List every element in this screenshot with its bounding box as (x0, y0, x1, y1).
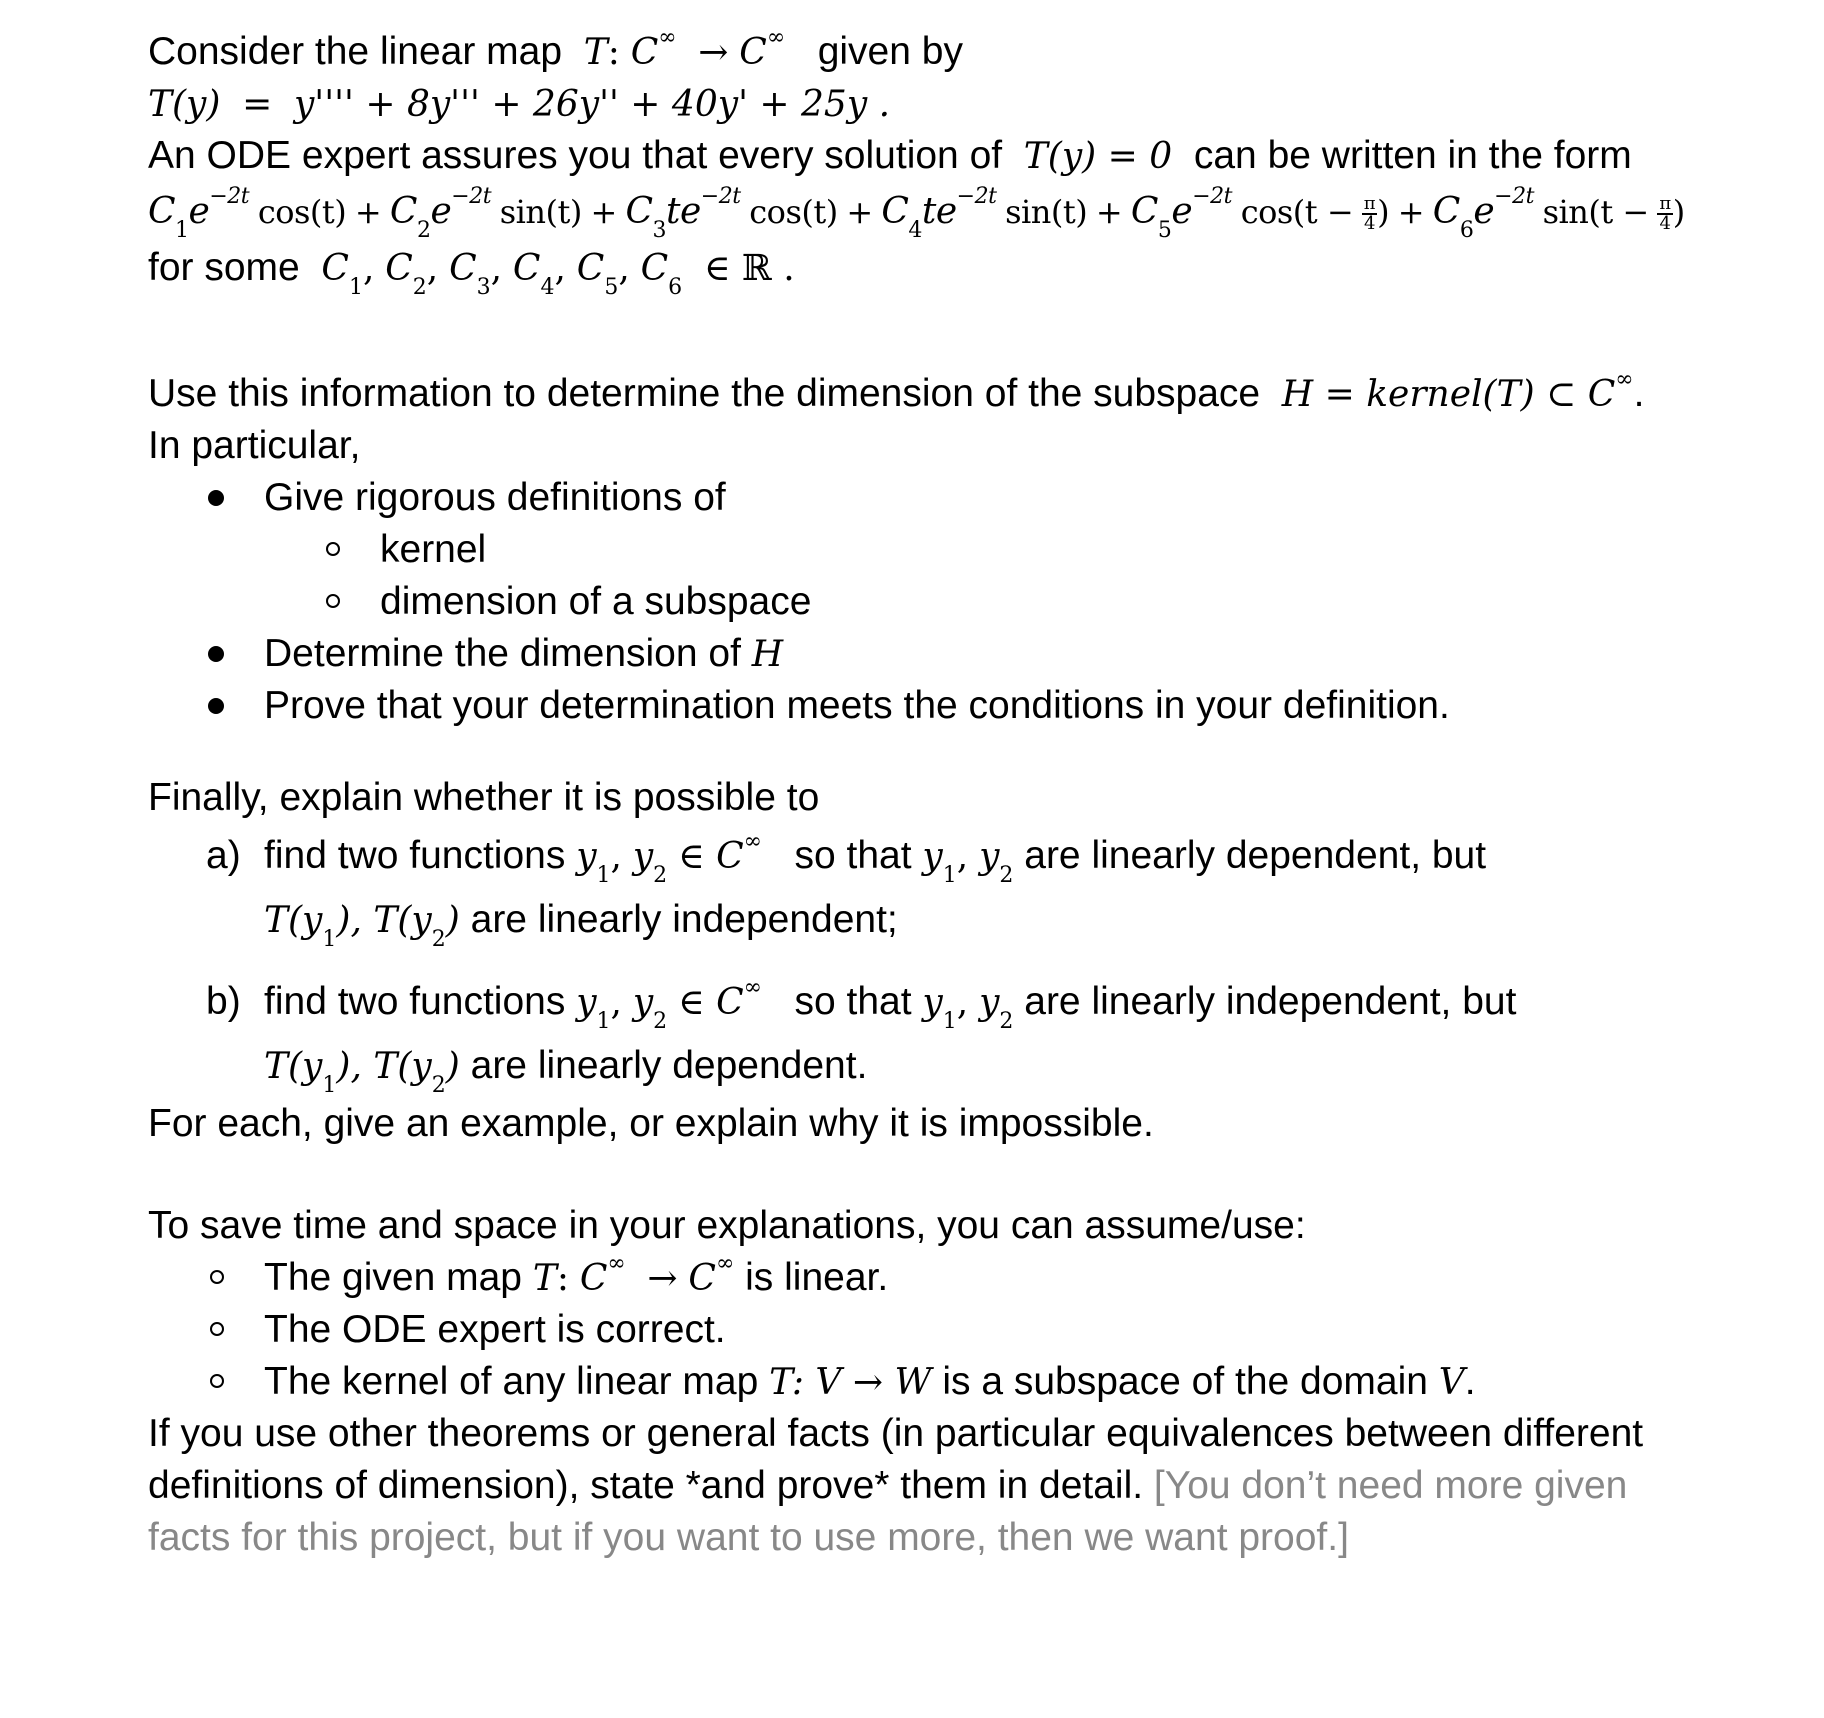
term-base: te (921, 191, 957, 232)
const-index: 4 (540, 275, 555, 300)
assume-intro-text: To save time and space in your explanations, you can assume/use: (148, 1204, 1306, 1247)
ode-line (148, 78, 1808, 130)
equals-sign: = (242, 84, 273, 125)
plus-sign: + (1095, 193, 1123, 231)
part-a-line1 (148, 824, 1808, 888)
inf: ∞ (743, 829, 762, 854)
close-paren: ) (1672, 193, 1685, 231)
const-index: 2 (412, 275, 427, 300)
codomain-inf: ∞ (715, 1251, 735, 1276)
find-two-functions: find two functions (264, 834, 566, 877)
other-theorems-line1 (148, 1408, 1808, 1460)
coef-index: 6 (1459, 218, 1474, 243)
const-index: 5 (604, 275, 619, 300)
period: . (1633, 372, 1645, 415)
other-theorems-text2: definitions of dimension), state *and prove* them in detail. (148, 1464, 1144, 1507)
y-index: 1 (942, 863, 957, 888)
term-func: cos(t) (257, 193, 347, 231)
term-6 (1432, 184, 1685, 243)
const-C: C (576, 248, 605, 289)
coef-C: C (148, 191, 176, 232)
T-y-mid: ), T(y (336, 900, 432, 941)
term-func: sin(t) (1005, 193, 1088, 231)
so-that: so that (794, 834, 912, 877)
const-C: C (449, 248, 477, 289)
term-base: e (430, 191, 452, 232)
document (148, 26, 1808, 1564)
y-index: 1 (322, 927, 337, 952)
comma: , (610, 982, 622, 1023)
in-particular-line (148, 420, 1808, 472)
H-symbol: H (751, 634, 784, 675)
circle-bullet (326, 594, 340, 608)
four-denominator: 4 (1363, 213, 1375, 235)
in-C: ∈ C (678, 982, 744, 1023)
bullet-determine (148, 628, 1808, 680)
bullet-dot (208, 646, 224, 662)
map-colon: : (607, 32, 620, 73)
V-symbol: V (1438, 1362, 1465, 1403)
term-5 (1130, 184, 1433, 243)
T-y-lhs: T(y) (148, 84, 221, 125)
plus-sign: + (354, 193, 382, 231)
domain-C: C (579, 1258, 608, 1299)
const-index: 3 (476, 275, 491, 300)
part-b-dependent: are linearly dependent. (470, 1044, 868, 1087)
sub-bullet-kernel-text: kernel (380, 528, 487, 571)
term-func: sin(t) (499, 193, 582, 231)
term-exponent: −2t (1192, 184, 1233, 209)
map-T: T (532, 1258, 557, 1299)
const-C: C (385, 248, 413, 289)
coef-C: C (1432, 191, 1460, 232)
finally-line (148, 772, 1808, 824)
expert-tail: can be written in the form (1193, 134, 1632, 177)
bullet-prove-text: Prove that your determination meets the conditions in your definition. (264, 684, 1450, 727)
y-var: y (979, 982, 1000, 1023)
plus-sign: + (590, 193, 617, 231)
H-definition: H = kernel(T) ⊂ C (1281, 374, 1616, 415)
codomain-inf: ∞ (766, 25, 786, 50)
pi-numerator: π (1363, 193, 1376, 215)
in-particular: In particular, (148, 424, 361, 467)
ode-rhs: y'''' + 8y''' + 26y'' + 40y' + 25y . (293, 84, 891, 125)
period: . (1464, 1360, 1476, 1403)
assume-item-expert-text: The ODE expert is correct. (264, 1308, 726, 1351)
T-y: T(y (264, 900, 323, 941)
map-T: T (583, 32, 608, 73)
part-a-line2 (148, 888, 1808, 952)
use-info-text: Use this information to determine the dimension of the subspace (148, 372, 1261, 415)
H-inf: ∞ (1615, 367, 1634, 392)
term-3 (625, 184, 881, 243)
term-exponent: −2t (956, 184, 997, 209)
pi-over-4 (1657, 195, 1672, 233)
y-var: y (632, 982, 654, 1023)
four-denominator: 4 (1659, 213, 1671, 235)
domain-inf: ∞ (658, 25, 677, 50)
y-var: y (576, 836, 597, 877)
assume-item-expert (148, 1304, 1808, 1356)
assume-item-kernel (148, 1356, 1808, 1408)
term-1 (148, 184, 390, 243)
bullet-determine-text: Determine the dimension of (264, 632, 741, 675)
bullet-dot (208, 698, 224, 714)
T-y-eq-zero: T(y) = 0 (1023, 136, 1173, 177)
coef-C: C (389, 191, 417, 232)
linear-map-V-W: T: V → W (769, 1362, 932, 1403)
find-two-functions: find two functions (264, 980, 566, 1023)
part-b-line2 (148, 1034, 1808, 1098)
bullet-prove (148, 680, 1808, 732)
y-var: y (632, 836, 654, 877)
const-C: C (321, 248, 349, 289)
y-var: y (922, 982, 943, 1023)
part-b-line1 (148, 970, 1808, 1034)
y-var: y (922, 836, 943, 877)
close-paren: ) (1377, 193, 1390, 231)
T-y-end: ) (445, 900, 460, 941)
bullet-definitions (148, 472, 1808, 524)
sub-bullet-dimension (148, 576, 1808, 628)
assume-item-kernel-b: is a subspace of the domain (942, 1360, 1428, 1403)
term-2 (389, 184, 626, 243)
circle-bullet (210, 1270, 224, 1284)
y-index: 2 (999, 1009, 1014, 1034)
coef-index: 4 (908, 218, 922, 243)
coef-C: C (1130, 191, 1158, 232)
intro-text: Consider the linear map (148, 30, 563, 73)
expert-line (148, 130, 1808, 182)
term-base: e (1171, 191, 1193, 232)
codomain-C: C (688, 1258, 716, 1299)
term-4 (881, 184, 1131, 243)
y-index: 1 (322, 1073, 337, 1098)
plus-sign: + (1397, 193, 1425, 231)
finally-text: Finally, explain whether it is possible to (148, 776, 820, 819)
assume-item-kernel-a: The kernel of any linear map (264, 1360, 759, 1403)
in-C: ∈ C (678, 836, 744, 877)
constants-line: for some $C_1$, $C_2$, $C_3$, $C_4$, $C_5$, $C_6$ ∈ ℝ . (148, 246, 795, 300)
y-index: 1 (596, 1009, 611, 1034)
y-index: 1 (942, 1009, 957, 1034)
bullet-dot (208, 490, 224, 506)
y-index: 2 (431, 927, 446, 952)
codomain-C: C (739, 32, 767, 73)
coef-index: 2 (416, 218, 431, 243)
map-colon: : (556, 1258, 569, 1299)
other-theorems-line2 (148, 1460, 1808, 1512)
y-var: y (979, 836, 1000, 877)
const-C: C (640, 248, 669, 289)
term-exponent: −2t (451, 184, 492, 209)
term-func: cos(t − (1240, 193, 1354, 231)
coef-C: C (625, 191, 653, 232)
comma: , (956, 836, 969, 877)
part-a-dependent: are linearly dependent, but (1024, 834, 1487, 877)
term-func: sin(t − (1542, 193, 1649, 231)
term-exponent: −2t (700, 184, 741, 209)
use-info-line (148, 368, 1808, 420)
comma: , (956, 982, 969, 1023)
T-y-mid: ), T(y (336, 1046, 432, 1087)
circle-bullet (210, 1374, 224, 1388)
coef-index: 1 (175, 218, 189, 243)
y-index: 1 (596, 863, 611, 888)
plus-sign: + (846, 193, 873, 231)
circle-bullet (210, 1322, 224, 1336)
for-each-text: For each, give an example, or explain why it is impossible. (148, 1102, 1154, 1145)
y-index: 2 (653, 863, 668, 888)
y-index: 2 (431, 1073, 446, 1098)
solution-form-line (148, 182, 1808, 242)
assume-item-linear-a: The given map (264, 1256, 522, 1299)
term-exponent: −2t (1494, 184, 1534, 209)
sub-bullet-kernel (148, 524, 1808, 576)
intro-line (148, 26, 1808, 78)
sub-bullet-dimension-text: dimension of a subspace (380, 580, 812, 623)
y-var: y (576, 982, 597, 1023)
grey-note-line (148, 1512, 1808, 1564)
pi-numerator: π (1659, 193, 1671, 215)
for-each-line (148, 1098, 1808, 1150)
const-C: C (512, 248, 541, 289)
const-index: 6 (668, 275, 683, 300)
term-base: e (188, 191, 210, 232)
assume-item-linear (148, 1252, 1808, 1304)
coef-index: 5 (1157, 218, 1172, 243)
T-y: T(y (264, 1046, 323, 1087)
grey-note-2: facts for this project, but if you want to use more, then we want proof.] (148, 1516, 1349, 1559)
map-arrow: → (647, 1258, 678, 1299)
const-index: 1 (348, 275, 363, 300)
domain-C: C (630, 32, 659, 73)
coef-index: 3 (652, 218, 667, 243)
y-index: 2 (653, 1009, 668, 1034)
term-base: te (666, 191, 701, 232)
inf: ∞ (743, 975, 762, 1000)
domain-inf: ∞ (607, 1251, 626, 1276)
part-b-label: b) (206, 980, 241, 1023)
so-that: so that (794, 980, 912, 1023)
term-exponent: −2t (209, 184, 250, 209)
T-y-end: ) (445, 1046, 460, 1087)
for-some: for some (148, 246, 300, 289)
in-reals: ∈ ℝ . (703, 248, 795, 289)
circle-bullet (326, 542, 340, 556)
assume-item-linear-b: is linear. (745, 1256, 889, 1299)
other-theorems-text1: If you use other theorems or general facts (in particular equivalences between different (148, 1412, 1644, 1455)
part-b-independent: are linearly independent, but (1024, 980, 1517, 1023)
bullet-definitions-text: Give rigorous definitions of (264, 476, 726, 519)
map-arrow: → (698, 32, 729, 73)
grey-note-1: [You don’t need more given (1153, 1464, 1628, 1507)
term-base: e (1473, 191, 1495, 232)
comma: , (610, 836, 622, 877)
coef-C: C (881, 191, 909, 232)
pi-over-4 (1362, 195, 1377, 233)
part-a-label: a) (206, 834, 241, 877)
expert-text: An ODE expert assures you that every solution of (148, 134, 1003, 177)
assume-intro-line (148, 1200, 1808, 1252)
y-index: 2 (999, 863, 1014, 888)
given-by: given by (817, 30, 963, 73)
part-a-independent: are linearly independent; (470, 898, 898, 941)
term-func: cos(t) (749, 193, 838, 231)
